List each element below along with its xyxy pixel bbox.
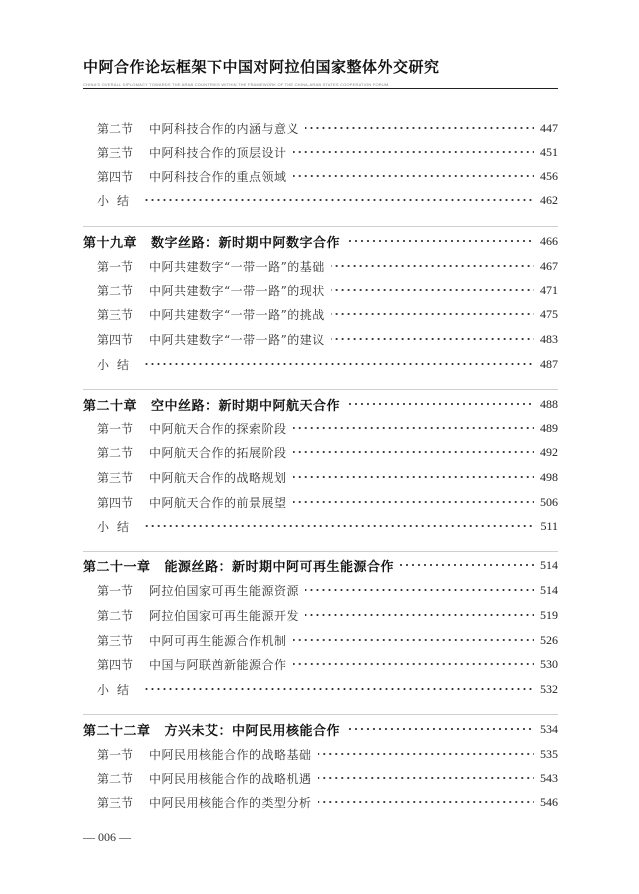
toc-page-number: 489 xyxy=(540,420,558,435)
toc-entry-title: 中阿共建数字“一带一路”的建议 xyxy=(149,332,325,347)
toc-page-number: 483 xyxy=(540,331,558,346)
toc-entry-number: 第二节 xyxy=(97,445,134,460)
toc-section-entry[interactable] xyxy=(83,418,558,438)
toc-entry-number: 第二节 xyxy=(97,283,134,298)
toc-page-number: 543 xyxy=(540,770,558,785)
toc-entry-title: 中阿可再生能源合作机制 xyxy=(149,633,287,648)
toc-dot-leader xyxy=(143,197,534,203)
toc-entry-number: 第三节 xyxy=(97,470,134,485)
toc-page-number: 546 xyxy=(540,794,558,809)
toc-entry-number: 小结 xyxy=(97,193,138,208)
toc-section-entry[interactable] xyxy=(83,280,558,300)
toc-entry-title: 中阿共建数字“一带一路”的基础 xyxy=(149,259,325,274)
toc-dot-leader xyxy=(305,125,534,131)
toc-dot-leader xyxy=(331,311,534,317)
toc-entry-title: 中阿民用核能合作的战略基础 xyxy=(149,747,312,762)
chapter-separator xyxy=(83,389,558,390)
toc-page-number: 535 xyxy=(540,746,558,761)
toc-section-entry[interactable] xyxy=(83,256,558,276)
toc-dot-leader xyxy=(331,263,534,269)
toc-chapter-entry[interactable] xyxy=(83,231,558,251)
toc-page-number: 487 xyxy=(540,356,558,371)
toc-dot-leader xyxy=(293,637,534,643)
toc-entry-title: 中阿航天合作的拓展阶段 xyxy=(149,445,287,460)
toc-section-entry[interactable] xyxy=(83,654,558,674)
toc-page-number: 526 xyxy=(540,632,558,647)
toc-entry-title: 中阿航天合作的前景展望 xyxy=(149,495,287,510)
toc-summary-entry[interactable] xyxy=(83,679,558,699)
toc-entry-number: 第二节 xyxy=(97,608,134,623)
toc-section-entry[interactable] xyxy=(83,630,558,650)
toc-section-entry[interactable] xyxy=(83,605,558,625)
toc-dot-leader xyxy=(143,361,534,367)
toc-page-number: 498 xyxy=(540,469,558,484)
toc-page-number: 514 xyxy=(540,582,558,597)
toc-page-number: 462 xyxy=(540,192,558,207)
toc-entry-title: 阿拉伯国家可再生能源资源 xyxy=(149,583,300,598)
toc-entry-title: 中阿科技合作的顶层设计 xyxy=(149,145,287,160)
toc-entry-title: 中阿民用核能合作的战略机遇 xyxy=(149,771,312,786)
toc-section-entry[interactable] xyxy=(83,304,558,324)
toc-section-entry[interactable] xyxy=(83,467,558,487)
toc-entry-number: 小结 xyxy=(97,519,138,534)
toc-entry-number: 第四节 xyxy=(97,495,134,510)
toc-entry-number: 小结 xyxy=(97,682,138,697)
toc-section-entry[interactable] xyxy=(83,166,558,186)
footer-page-number: — 006 — xyxy=(83,830,131,844)
toc-dot-leader xyxy=(346,238,534,244)
toc-entry-title: 中阿航天合作的战略规划 xyxy=(149,470,287,485)
toc-section-entry[interactable] xyxy=(83,492,558,512)
toc-entry-title: 中阿民用核能合作的类型分析 xyxy=(149,795,312,810)
header-rule xyxy=(83,88,558,89)
toc-entry-number: 第三节 xyxy=(97,307,134,322)
toc-dot-leader xyxy=(293,149,534,155)
toc-dot-leader xyxy=(293,449,534,455)
toc-page-number: 530 xyxy=(540,656,558,671)
toc-page-number: 532 xyxy=(540,681,558,696)
toc-dot-leader xyxy=(305,587,534,593)
toc-entry-title: 中阿共建数字“一带一路”的挑战 xyxy=(149,307,325,322)
toc-page-number: 467 xyxy=(540,258,558,273)
toc-section-entry[interactable] xyxy=(83,580,558,600)
toc-entry-title: 中阿科技合作的重点领域 xyxy=(149,169,287,184)
toc-dot-leader xyxy=(293,425,534,431)
toc-entry-title: 中阿科技合作的内涵与意义 xyxy=(149,121,300,136)
toc-dot-leader xyxy=(143,523,534,529)
toc-section-entry[interactable] xyxy=(83,768,558,788)
toc-dot-leader xyxy=(331,336,534,342)
toc-dot-leader xyxy=(318,775,534,781)
toc-entry-number: 第十九章 xyxy=(83,235,138,251)
toc-dot-leader xyxy=(293,499,534,505)
toc-dot-leader xyxy=(331,287,534,293)
toc-entry-number: 第二十二章 xyxy=(83,723,151,739)
toc-entry-number: 第二节 xyxy=(97,121,134,136)
toc-dot-leader xyxy=(346,726,534,732)
toc-entry-number: 第四节 xyxy=(97,332,134,347)
chapter-separator xyxy=(83,714,558,715)
toc-chapter-entry[interactable] xyxy=(83,394,558,414)
toc-entry-title: 方兴未艾：中阿民用核能合作 xyxy=(164,723,341,739)
toc-page-number: 451 xyxy=(540,144,558,159)
toc-section-entry[interactable] xyxy=(83,142,558,162)
toc-entry-number: 第一节 xyxy=(97,421,134,436)
toc-entry-number: 第三节 xyxy=(97,633,134,648)
toc-entry-number: 第二十一章 xyxy=(83,559,151,575)
toc-page-number: 511 xyxy=(540,518,558,533)
toc-section-entry[interactable] xyxy=(83,442,558,462)
toc-page-number: 534 xyxy=(540,721,558,736)
running-header-subtitle: CHINA'S OVERALL DIPLOMACY TOWARDS THE ARAB COUNTRIES WITHIN THE FRAMEWORK OF THE CHINA-ARAB STATES COOPERATION FORUM xyxy=(83,82,389,87)
toc-section-entry[interactable] xyxy=(83,329,558,349)
toc-page-number: 488 xyxy=(540,396,558,411)
toc-dot-leader xyxy=(400,562,534,568)
toc-entry-number: 小结 xyxy=(97,357,138,372)
chapter-separator xyxy=(83,551,558,552)
toc-entry-number: 第三节 xyxy=(97,795,134,810)
toc-summary-entry[interactable] xyxy=(83,516,558,536)
toc-dot-leader xyxy=(293,474,534,480)
toc-entry-number: 第三节 xyxy=(97,145,134,160)
toc-section-entry[interactable] xyxy=(83,118,558,138)
toc-entry-number: 第一节 xyxy=(97,747,134,762)
toc-page-number: 471 xyxy=(540,282,558,297)
toc-dot-leader xyxy=(305,612,534,618)
toc-page-number: 475 xyxy=(540,306,558,321)
toc-entry-title: 能源丝路：新时期中阿可再生能源合作 xyxy=(164,559,395,575)
toc-entry-title: 数字丝路：新时期中阿数字合作 xyxy=(151,235,341,251)
toc-dot-leader xyxy=(293,661,534,667)
toc-entry-number: 第四节 xyxy=(97,169,134,184)
toc-page-number: 447 xyxy=(540,120,558,135)
toc-dot-leader xyxy=(143,686,534,692)
toc-dot-leader xyxy=(318,799,534,805)
toc-page-number: 456 xyxy=(540,168,558,183)
toc-entry-number: 第二节 xyxy=(97,771,134,786)
toc-page-number: 466 xyxy=(540,233,558,248)
toc-entry-number: 第四节 xyxy=(97,657,134,672)
toc-summary-entry[interactable] xyxy=(83,190,558,210)
toc-chapter-entry[interactable] xyxy=(83,719,558,739)
toc-page-number: 506 xyxy=(540,494,558,509)
toc-entry-number: 第一节 xyxy=(97,259,134,274)
toc-page-number: 519 xyxy=(540,607,558,622)
toc-dot-leader xyxy=(346,401,534,407)
toc-entry-title: 中阿共建数字“一带一路”的现状 xyxy=(149,283,325,298)
toc-section-entry[interactable] xyxy=(83,792,558,812)
toc-entry-title: 阿拉伯国家可再生能源开发 xyxy=(149,608,300,623)
toc-section-entry[interactable] xyxy=(83,744,558,764)
toc-page-number: 514 xyxy=(540,557,558,572)
toc-entry-number: 第一节 xyxy=(97,583,134,598)
toc-page-number: 492 xyxy=(540,444,558,459)
chapter-separator xyxy=(83,226,558,227)
toc-summary-entry[interactable] xyxy=(83,354,558,374)
toc-entry-number: 第二十章 xyxy=(83,398,138,414)
toc-entry-title: 中阿航天合作的探索阶段 xyxy=(149,421,287,436)
toc-entry-title: 中国与阿联酋新能源合作 xyxy=(149,657,287,672)
toc-entry-title: 空中丝路：新时期中阿航天合作 xyxy=(151,398,341,414)
toc-dot-leader xyxy=(293,173,534,179)
toc-chapter-entry[interactable] xyxy=(83,555,558,575)
toc-dot-leader xyxy=(318,751,534,757)
running-header-title: 中阿合作论坛框架下中国对阿拉伯国家整体外交研究 xyxy=(83,58,440,76)
